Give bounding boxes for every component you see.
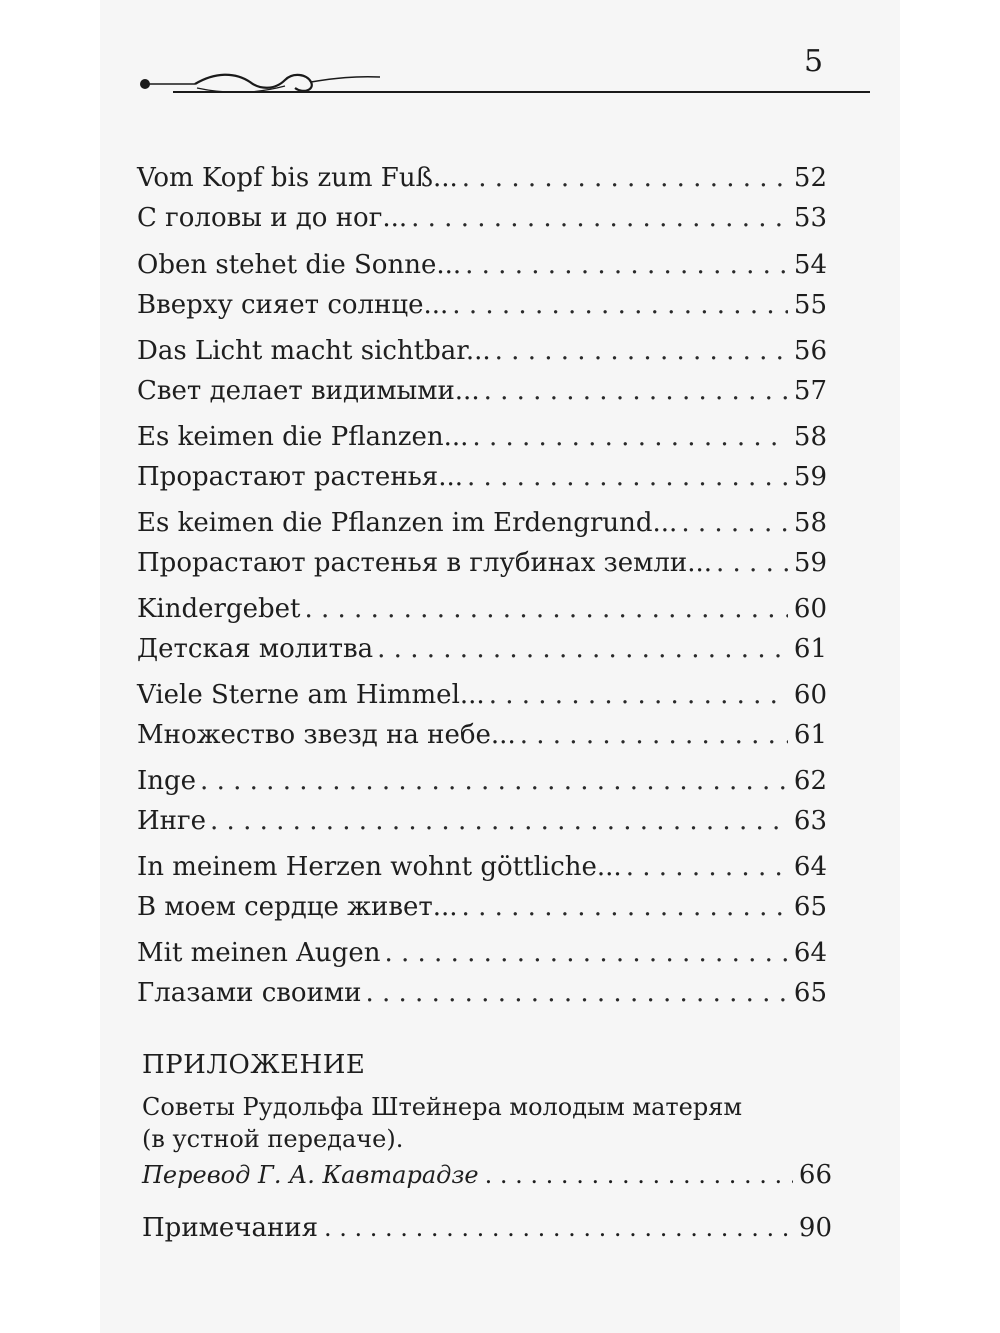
toc-entry[interactable] [137,594,827,632]
toc-entry-title: Viele Sterne am Himmel... [137,680,485,710]
page-number: 5 [804,44,824,79]
leader-dots [467,462,788,492]
toc-entry-page-number: 58 [793,422,827,452]
toc-entry-page-number: 59 [793,462,827,492]
toc-entry[interactable] [137,720,827,758]
toc-entry-page-number: 53 [793,203,827,233]
translator-page-number: 66 [798,1160,832,1190]
toc-entry[interactable] [137,938,827,976]
toc-entry[interactable] [137,634,827,672]
toc-entry-page-number: 60 [793,594,827,624]
toc-entry-title: Детская молитва [137,634,374,664]
toc-entry[interactable] [137,508,827,546]
leader-dots [377,634,788,664]
notes-entry[interactable] [142,1213,832,1243]
translator-title: Перевод Г. А. Кавтарадзе [142,1161,479,1189]
toc-entry-title: Вверху сияет солнце... [137,290,449,320]
leader-dots [365,978,787,1008]
toc-entry-title: Inge [137,766,197,796]
notes-title: Примечания [142,1213,319,1243]
toc-entry-page-number: 63 [793,806,827,836]
leader-dots [462,892,788,922]
appendix-heading: ПРИЛОЖЕНИЕ [142,1050,366,1080]
toc-entry-page-number: 65 [793,978,827,1008]
toc-entry-title: Oben stehet die Sonne... [137,250,462,280]
appendix-subtitle-2 [142,1125,832,1153]
toc-entry-page-number: 55 [793,290,827,320]
toc-entry-page-number: 56 [793,336,827,366]
appendix-subtitle-line-2: (в устной передаче). [142,1125,404,1153]
toc-entry-page-number: 64 [793,852,827,882]
toc-entry[interactable] [137,336,827,374]
leader-dots [462,163,788,193]
toc-entry[interactable] [137,462,827,500]
toc-entry[interactable] [137,680,827,718]
toc-entry[interactable] [137,203,827,241]
flourish-divider-icon [135,64,875,104]
leader-dots [681,508,788,538]
leader-dots [489,680,788,710]
toc-entry-title: В моем сердце живет... [137,892,458,922]
toc-entry-title: Инге [137,806,207,836]
leader-dots [465,250,788,280]
toc-entry[interactable] [137,376,827,414]
toc-entry-title: In meinem Herzen wohnt göttliche... [137,852,622,882]
toc-entry-title: Прорастают растенья... [137,462,464,492]
leader-dots [452,290,788,320]
appendix-subtitle [142,1093,832,1121]
toc-entry[interactable] [137,163,827,201]
toc-entry-title: Es keimen die Pflanzen im Erdengrund... [137,508,678,538]
toc-entry-title: С головы и до ног... [137,203,408,233]
toc-entry-page-number: 65 [793,892,827,922]
leader-dots [495,336,788,366]
leader-dots [520,720,788,750]
toc-entry[interactable] [137,290,827,328]
toc-entry-title: Прорастают растенья в глубинах земли... [137,548,712,578]
leader-dots [384,938,787,968]
toc-entry-page-number: 61 [793,634,827,664]
toc-entry-title: Kindergebet [137,594,301,624]
toc-entry-page-number: 57 [793,376,827,406]
toc-entry-title: Es keimen die Pflanzen... [137,422,469,452]
toc-entry[interactable] [137,978,827,1016]
leader-dots [626,852,788,882]
toc-entry[interactable] [137,766,827,804]
leader-dots [472,422,787,452]
toc-entry[interactable] [137,806,827,844]
leader-dots [484,376,788,406]
toc-entry-title: Das Licht macht sichtbar... [137,336,491,366]
leader-dots [485,1161,793,1189]
toc-entry-title: Свет делает видимыми... [137,376,480,406]
leader-dots [716,548,788,578]
leader-dots [200,766,788,796]
toc-entry-title: Глазами своими [137,978,362,1008]
appendix-section [142,1050,832,1080]
toc-entry-page-number: 59 [793,548,827,578]
translator-entry[interactable] [142,1160,832,1190]
toc-entry-title: Mit meinen Augen [137,938,381,968]
toc-entry[interactable] [137,250,827,288]
toc-entry-page-number: 58 [793,508,827,538]
toc-entry-page-number: 60 [793,680,827,710]
toc-entry-title: Vom Kopf bis zum Fuß... [137,163,458,193]
leader-dots [304,594,787,624]
toc-entry[interactable] [137,548,827,586]
leader-dots [411,203,788,233]
toc-entry[interactable] [137,422,827,460]
notes-page-number: 90 [798,1213,832,1243]
toc-entry-page-number: 54 [793,250,827,280]
toc-entry[interactable] [137,892,827,930]
toc-entry-page-number: 61 [793,720,827,750]
toc-entry-title: Множество звезд на небе... [137,720,516,750]
toc-entry-page-number: 62 [793,766,827,796]
toc-entry-page-number: 52 [793,163,827,193]
toc-entry[interactable] [137,852,827,890]
toc-entry-page-number: 64 [793,938,827,968]
appendix-subtitle-line-1: Советы Рудольфа Штейнера молодым матерям [142,1093,743,1121]
leader-dots [324,1214,793,1242]
leader-dots [210,806,788,836]
